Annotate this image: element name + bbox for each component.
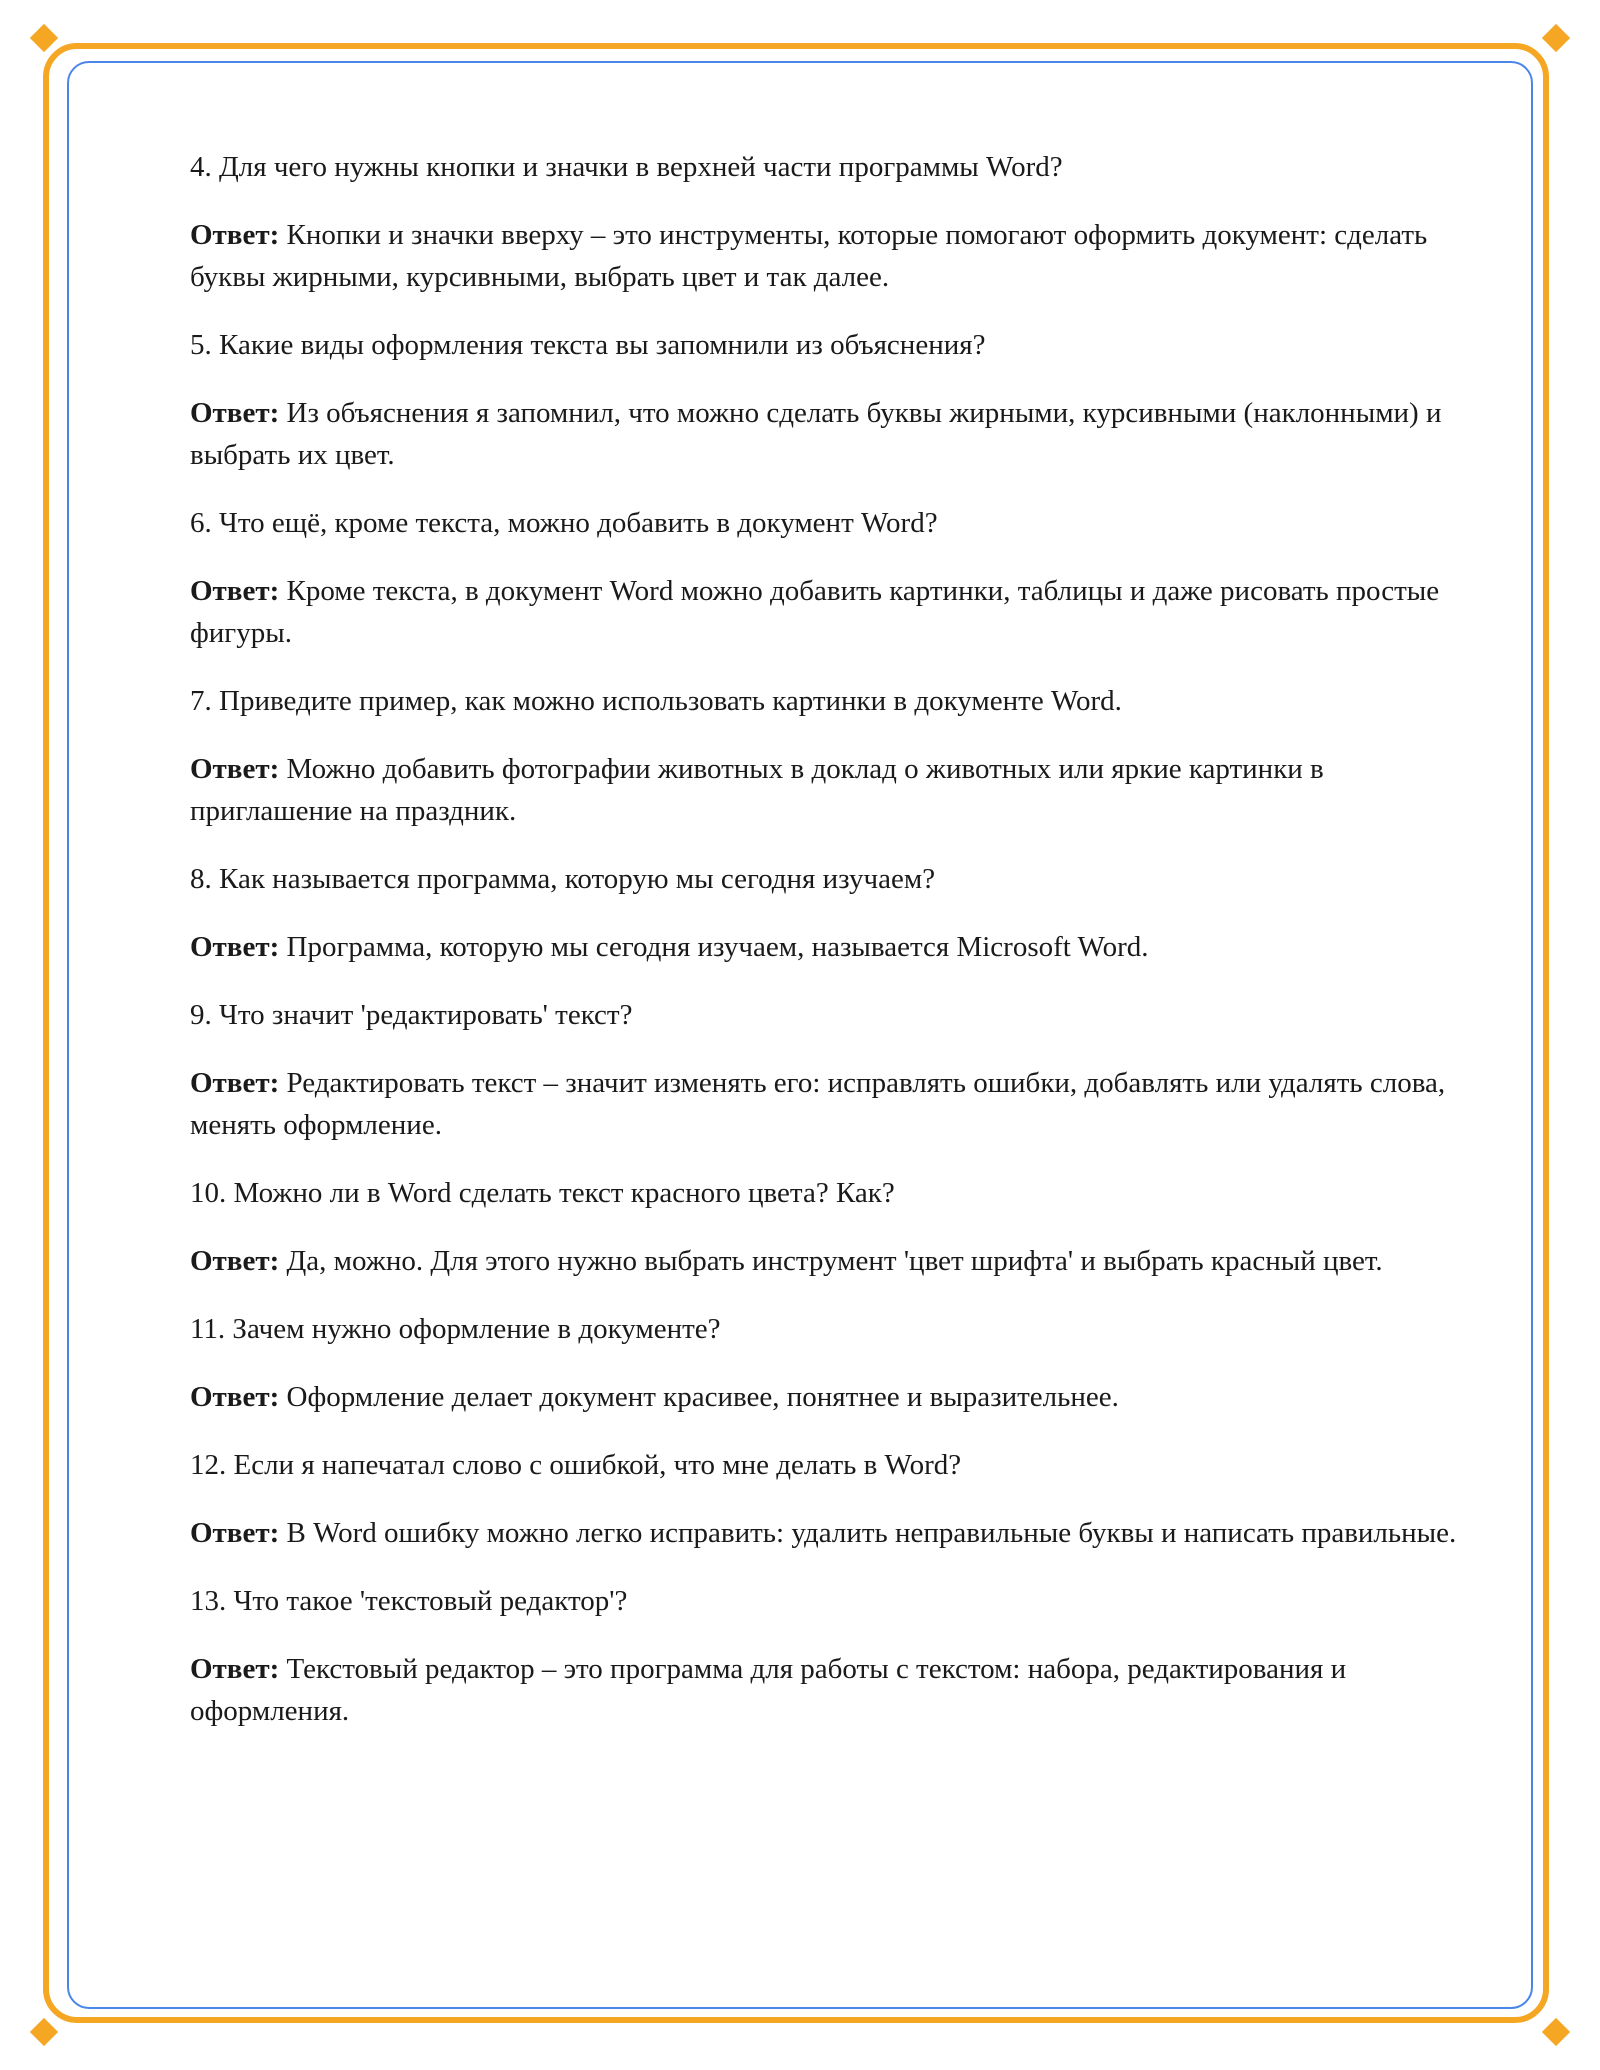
answer-label: Ответ: <box>190 753 280 785</box>
answer-paragraph <box>190 1376 1460 1418</box>
answer-paragraph <box>190 1512 1460 1554</box>
qa-item <box>190 994 1460 1146</box>
answer-label: Ответ: <box>190 1067 280 1099</box>
qa-item <box>190 1308 1460 1418</box>
corner-diamond-bottom-right <box>1542 2018 1570 2046</box>
answer-text: Из объяснения я запомнил, что можно сделать буквы жирными, курсивными (наклонными) и выбрать их цвет. <box>190 397 1442 471</box>
qa-list <box>190 146 1460 1758</box>
answer-label: Ответ: <box>190 931 280 963</box>
answer-label: Ответ: <box>190 1517 280 1549</box>
qa-item <box>190 858 1460 968</box>
question-text: 13. Что такое 'текстовый редактор'? <box>190 1585 628 1617</box>
answer-paragraph <box>190 392 1460 476</box>
answer-text: Можно добавить фотографии животных в доклад о животных или яркие картинки в приглашение на праздник. <box>190 753 1324 827</box>
question-text: 9. Что значит 'редактировать' текст? <box>190 999 633 1031</box>
question-text: 12. Если я напечатал слово с ошибкой, что мне делать в Word? <box>190 1449 962 1481</box>
question-text: 6. Что ещё, кроме текста, можно добавить в документ Word? <box>190 507 938 539</box>
answer-text: Кнопки и значки вверху – это инструменты, которые помогают оформить документ: сделать буквы жирными, курсивными, выбрать цвет и так далее. <box>190 219 1428 293</box>
answer-paragraph <box>190 214 1460 298</box>
question-text: 8. Как называется программа, которую мы сегодня изучаем? <box>190 863 936 895</box>
answer-label: Ответ: <box>190 1245 280 1277</box>
qa-item <box>190 1580 1460 1732</box>
answer-paragraph <box>190 1240 1460 1282</box>
answer-paragraph <box>190 1062 1460 1146</box>
question-text: 7. Приведите пример, как можно использовать картинки в документе Word. <box>190 685 1122 717</box>
answer-text: Программа, которую мы сегодня изучаем, называется Microsoft Word. <box>286 931 1149 963</box>
qa-item <box>190 1444 1460 1554</box>
answer-text: Кроме текста, в документ Word можно добавить картинки, таблицы и даже рисовать простые фигуры. <box>190 575 1440 649</box>
answer-text: Текстовый редактор – это программа для работы с текстом: набора, редактирования и оформления. <box>190 1653 1347 1727</box>
answer-paragraph <box>190 926 1460 968</box>
answer-label: Ответ: <box>190 219 280 251</box>
question-text: 10. Можно ли в Word сделать текст красного цвета? Как? <box>190 1177 895 1209</box>
corner-diamond-bottom-left <box>30 2018 58 2046</box>
answer-label: Ответ: <box>190 575 280 607</box>
answer-text: Оформление делает документ красивее, понятнее и выразительнее. <box>286 1381 1119 1413</box>
answer-paragraph <box>190 1648 1460 1732</box>
qa-item <box>190 146 1460 298</box>
answer-paragraph <box>190 748 1460 832</box>
answer-paragraph <box>190 570 1460 654</box>
qa-item <box>190 680 1460 832</box>
qa-item <box>190 1172 1460 1282</box>
qa-item <box>190 502 1460 654</box>
corner-diamond-top-left <box>30 24 58 52</box>
qa-item <box>190 324 1460 476</box>
corner-diamond-top-right <box>1542 24 1570 52</box>
answer-text: Да, можно. Для этого нужно выбрать инструмент 'цвет шрифта' и выбрать красный цвет. <box>286 1245 1383 1277</box>
answer-label: Ответ: <box>190 397 280 429</box>
question-text: 11. Зачем нужно оформление в документе? <box>190 1313 721 1345</box>
answer-text: В Word ошибку можно легко исправить: удалить неправильные буквы и написать правильные. <box>286 1517 1457 1549</box>
question-text: 4. Для чего нужны кнопки и значки в верхней части программы Word? <box>190 151 1063 183</box>
answer-label: Ответ: <box>190 1653 280 1685</box>
question-text: 5. Какие виды оформления текста вы запомнили из объяснения? <box>190 329 986 361</box>
answer-text: Редактировать текст – значит изменять его: исправлять ошибки, добавлять или удалять слова, менять оформление. <box>190 1067 1446 1141</box>
answer-label: Ответ: <box>190 1381 280 1413</box>
